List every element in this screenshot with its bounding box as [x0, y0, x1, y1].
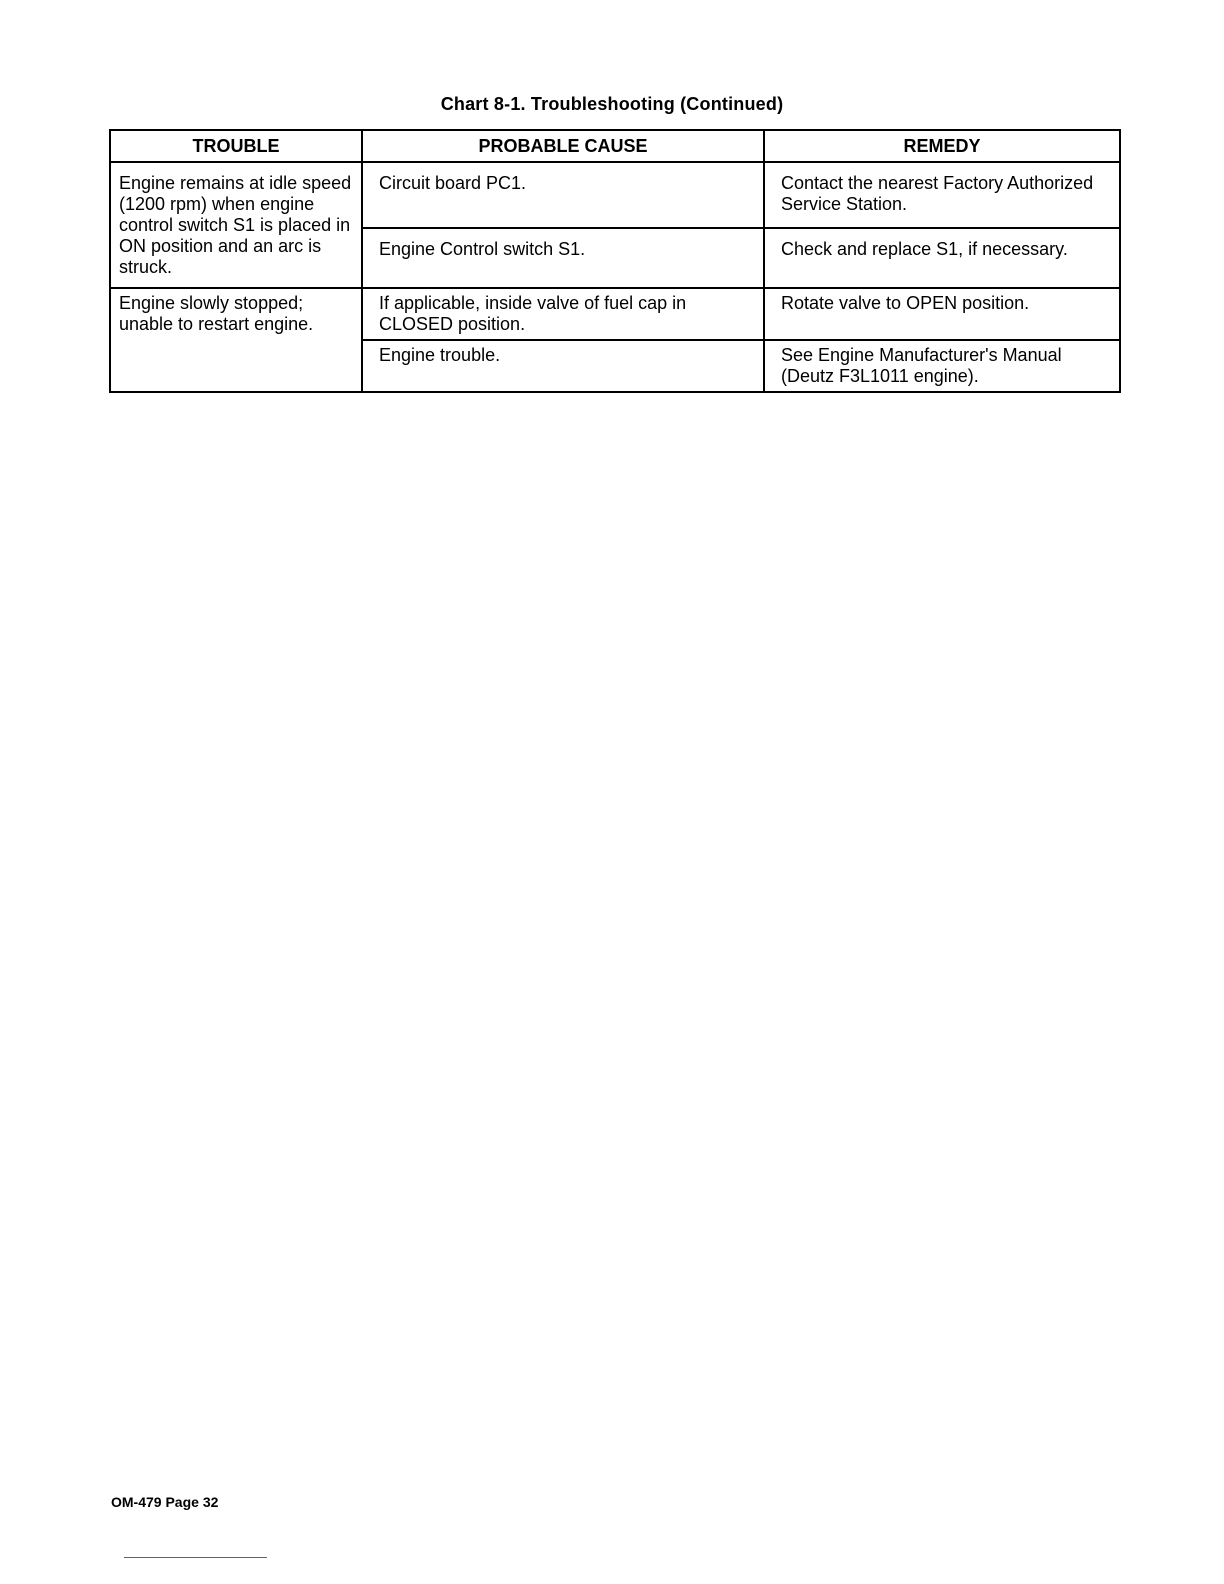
- footer-divider: [124, 1557, 267, 1558]
- page-footer: OM-479 Page 32: [111, 1494, 219, 1510]
- remedy-cell: Check and replace S1, if necessary.: [764, 228, 1120, 288]
- header-trouble: TROUBLE: [110, 130, 362, 162]
- cause-cell: Engine trouble.: [362, 340, 764, 392]
- header-remedy: REMEDY: [764, 130, 1120, 162]
- remedy-cell: Rotate valve to OPEN position.: [764, 288, 1120, 340]
- trouble-cell: Engine slowly stopped; unable to restart engine.: [110, 288, 362, 392]
- table-row: [110, 162, 1120, 228]
- remedy-cell: Contact the nearest Factory Authorized Service Station.: [764, 162, 1120, 228]
- cause-cell: Engine Control switch S1.: [362, 228, 764, 288]
- cause-cell: If applicable, inside valve of fuel cap in CLOSED position.: [362, 288, 764, 340]
- table-header-row: [110, 130, 1120, 162]
- header-probable-cause: PROBABLE CAUSE: [362, 130, 764, 162]
- chart-title: Chart 8-1. Troubleshooting (Continued): [440, 94, 784, 114]
- table-row: [110, 288, 1120, 340]
- troubleshooting-table: [109, 129, 1121, 393]
- remedy-cell: See Engine Manufacturer's Manual (Deutz F3L1011 engine).: [764, 340, 1120, 392]
- trouble-cell: Engine remains at idle speed (1200 rpm) when engine control switch S1 is placed in ON position and an arc is struck.: [110, 162, 362, 288]
- cause-cell: Circuit board PC1.: [362, 162, 764, 228]
